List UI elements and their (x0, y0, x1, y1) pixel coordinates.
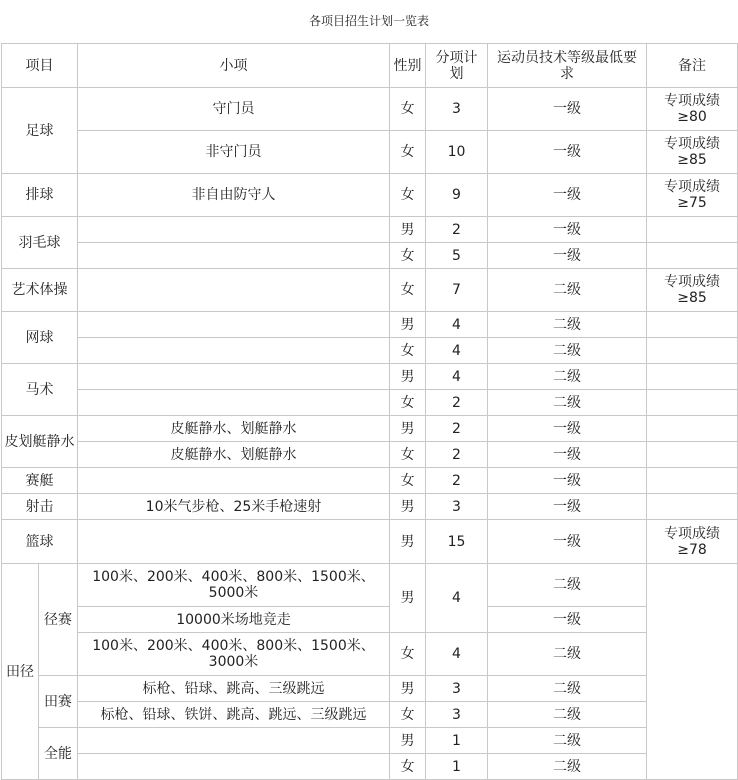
sub-item (78, 520, 390, 564)
table-row (2, 131, 738, 174)
sub-item: 10米气步枪、25米手枪速射 (78, 494, 390, 520)
project-name: 篮球 (2, 520, 78, 564)
project-name: 排球 (2, 174, 78, 217)
gender-cell: 女 (390, 442, 426, 468)
level-cell: 二级 (488, 564, 647, 607)
level-cell: 一级 (488, 468, 647, 494)
level-cell: 一级 (488, 174, 647, 217)
gender-cell: 男 (390, 564, 426, 633)
note-cell: 专项成绩≥85 (647, 269, 738, 312)
level-cell: 一级 (488, 442, 647, 468)
level-cell: 二级 (488, 269, 647, 312)
category-name: 径赛 (39, 564, 78, 676)
sub-item (78, 312, 390, 338)
sub-item (78, 364, 390, 390)
table-row (2, 364, 738, 390)
table-row (2, 702, 738, 728)
note-cell (647, 217, 738, 243)
note-cell (647, 468, 738, 494)
table-row (2, 468, 738, 494)
plan-cell: 9 (426, 174, 488, 217)
level-cell: 一级 (488, 416, 647, 442)
note-cell (647, 243, 738, 269)
project-name: 羽毛球 (2, 217, 78, 269)
sub-item: 守门员 (78, 88, 390, 131)
table-row (2, 390, 738, 416)
project-name: 田径 (2, 564, 39, 780)
plan-cell: 4 (426, 564, 488, 633)
gender-cell: 女 (390, 338, 426, 364)
project-name: 网球 (2, 312, 78, 364)
table-row (2, 520, 738, 564)
gender-cell: 女 (390, 390, 426, 416)
table-row (2, 338, 738, 364)
table-row (2, 217, 738, 243)
sub-item: 非守门员 (78, 131, 390, 174)
sub-item (78, 754, 390, 780)
level-cell: 一级 (488, 494, 647, 520)
project-name: 皮划艇静水 (2, 416, 78, 468)
gender-cell: 男 (390, 728, 426, 754)
note-cell (647, 564, 738, 780)
category-name: 田赛 (39, 676, 78, 728)
header-level: 运动员技术等级最低要求 (488, 44, 647, 88)
gender-cell: 女 (390, 269, 426, 312)
level-cell: 二级 (488, 754, 647, 780)
table-row (2, 728, 738, 754)
table-row (2, 607, 738, 633)
project-name: 艺术体操 (2, 269, 78, 312)
sub-item: 10000米场地竞走 (78, 607, 390, 633)
gender-cell: 男 (390, 416, 426, 442)
header-plan: 分项计划 (426, 44, 488, 88)
plan-cell: 10 (426, 131, 488, 174)
table-row (2, 88, 738, 131)
table-row (2, 564, 738, 607)
table-row (2, 442, 738, 468)
sub-item (78, 468, 390, 494)
sub-item: 100米、200米、400米、800米、1500米、5000米 (78, 564, 390, 607)
gender-cell: 女 (390, 702, 426, 728)
plan-cell: 7 (426, 269, 488, 312)
gender-cell: 男 (390, 494, 426, 520)
plan-cell: 1 (426, 728, 488, 754)
note-cell: 专项成绩≥75 (647, 174, 738, 217)
table-row (2, 754, 738, 780)
note-cell: 专项成绩≥85 (647, 131, 738, 174)
page-title: 各项目招生计划一览表 (308, 14, 429, 28)
plan-cell: 1 (426, 754, 488, 780)
gender-cell: 男 (390, 312, 426, 338)
note-cell: 专项成绩≥80 (647, 88, 738, 131)
sub-item: 皮艇静水、划艇静水 (78, 416, 390, 442)
level-cell: 一级 (488, 217, 647, 243)
sub-item (78, 728, 390, 754)
header-row (2, 44, 738, 88)
plan-cell: 3 (426, 676, 488, 702)
note-cell (647, 390, 738, 416)
level-cell: 一级 (488, 243, 647, 269)
enrollment-table (1, 43, 738, 780)
plan-cell: 2 (426, 442, 488, 468)
gender-cell: 女 (390, 754, 426, 780)
sub-item: 标枪、铅球、铁饼、跳高、跳远、三级跳远 (78, 702, 390, 728)
table-row (2, 416, 738, 442)
plan-cell: 15 (426, 520, 488, 564)
sub-item (78, 217, 390, 243)
level-cell: 二级 (488, 312, 647, 338)
plan-cell: 2 (426, 390, 488, 416)
level-cell: 二级 (488, 633, 647, 676)
gender-cell: 男 (390, 217, 426, 243)
note-cell (647, 312, 738, 338)
header-project: 项目 (2, 44, 78, 88)
header-note: 备注 (647, 44, 738, 88)
plan-cell: 4 (426, 364, 488, 390)
table-row (2, 243, 738, 269)
note-cell (647, 494, 738, 520)
level-cell: 二级 (488, 728, 647, 754)
gender-cell: 女 (390, 468, 426, 494)
note-cell (647, 364, 738, 390)
level-cell: 二级 (488, 676, 647, 702)
project-name: 足球 (2, 88, 78, 174)
plan-cell: 4 (426, 633, 488, 676)
gender-cell: 男 (390, 676, 426, 702)
sub-item: 皮艇静水、划艇静水 (78, 442, 390, 468)
header-sub: 小项 (78, 44, 390, 88)
plan-cell: 2 (426, 217, 488, 243)
note-cell (647, 338, 738, 364)
note-cell (647, 442, 738, 468)
header-gender: 性别 (390, 44, 426, 88)
level-cell: 一级 (488, 88, 647, 131)
gender-cell: 女 (390, 243, 426, 269)
plan-cell: 5 (426, 243, 488, 269)
table-row (2, 633, 738, 676)
category-name: 全能 (39, 728, 78, 780)
gender-cell: 男 (390, 364, 426, 390)
sub-item (78, 338, 390, 364)
gender-cell: 女 (390, 131, 426, 174)
level-cell: 二级 (488, 702, 647, 728)
table-row (2, 269, 738, 312)
level-cell: 二级 (488, 364, 647, 390)
project-name: 马术 (2, 364, 78, 416)
plan-cell: 4 (426, 312, 488, 338)
project-name: 赛艇 (2, 468, 78, 494)
level-cell: 一级 (488, 131, 647, 174)
sub-item: 标枪、铅球、跳高、三级跳远 (78, 676, 390, 702)
table-row (2, 676, 738, 702)
gender-cell: 女 (390, 174, 426, 217)
sub-item: 非自由防守人 (78, 174, 390, 217)
level-cell: 一级 (488, 607, 647, 633)
note-cell: 专项成绩≥78 (647, 520, 738, 564)
note-cell (647, 416, 738, 442)
gender-cell: 女 (390, 633, 426, 676)
plan-cell: 2 (426, 416, 488, 442)
level-cell: 一级 (488, 520, 647, 564)
project-name: 射击 (2, 494, 78, 520)
table-row (2, 174, 738, 217)
sub-item (78, 390, 390, 416)
plan-cell: 2 (426, 468, 488, 494)
gender-cell: 男 (390, 520, 426, 564)
sub-item (78, 269, 390, 312)
plan-cell: 3 (426, 494, 488, 520)
table-row (2, 494, 738, 520)
level-cell: 二级 (488, 338, 647, 364)
gender-cell: 女 (390, 88, 426, 131)
plan-cell: 3 (426, 88, 488, 131)
level-cell: 二级 (488, 390, 647, 416)
sub-item: 100米、200米、400米、800米、1500米、3000米 (78, 633, 390, 676)
plan-cell: 3 (426, 702, 488, 728)
sub-item (78, 243, 390, 269)
table-row (2, 312, 738, 338)
plan-cell: 4 (426, 338, 488, 364)
